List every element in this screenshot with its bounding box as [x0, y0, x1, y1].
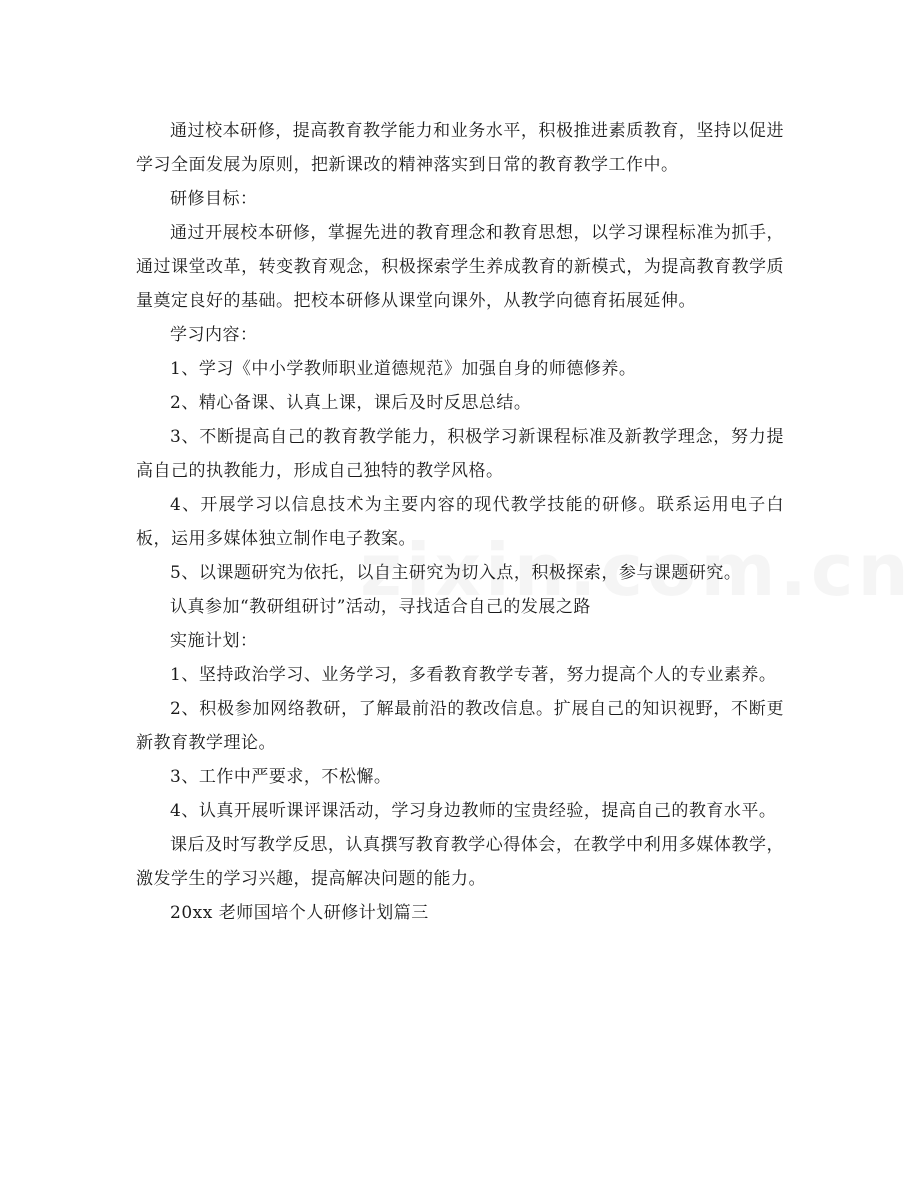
paragraph-research-goal: 通过开展校本研修，掌握先进的教育理念和教育思想，以学习课程标准为抓手，通过课堂改革，转变教育观念，积极探索学生养成教育的新模式，为提高教育教学质量奠定良好的基础。把校本研修从课堂向课外，从教学向德育拓展延伸。 [136, 223, 784, 311]
list-item-content-1: 1、学习《中小学教师职业道德规范》加强自身的师德修养。 [170, 359, 637, 379]
paragraph-seminar: 认真参加“教研组研讨”活动，寻找适合自己的发展之路 [170, 597, 591, 617]
list-item-plan-3: 3、工作中严要求，不松懈。 [170, 767, 392, 787]
list-item-content-3: 3、不断提高自己的教育教学能力，积极学习新课程标准及新教学理念，努力提高自己的执教能力，形成自己独特的教学风格。 [136, 427, 784, 481]
paragraph-reflection: 课后及时写教学反思，认真撰写教育教学心得体会，在教学中利用多媒体教学，激发学生的学习兴趣，提高解决问题的能力。 [136, 835, 784, 889]
list-item-content-4: 4、开展学习以信息技术为主要内容的现代教学技能的研修。联系运用电子白板，运用多媒体独立制作电子教案。 [136, 495, 784, 549]
heading-learning-content: 学习内容： [170, 325, 258, 345]
list-item-content-5: 5、以课题研究为依托，以自主研究为切入点，积极探索，参与课题研究。 [170, 563, 742, 583]
section-title-part-three: 20xx 老师国培个人研修计划篇三 [170, 903, 429, 923]
heading-implementation-plan: 实施计划： [170, 631, 258, 651]
list-item-plan-2: 2、积极参加网络教研，了解最前沿的教改信息。扩展自己的知识视野，不断更新教育教学理论。 [136, 699, 784, 753]
heading-research-goal: 研修目标： [170, 189, 258, 209]
list-item-content-2: 2、精心备课、认真上课，课后及时反思总结。 [170, 393, 532, 413]
document-body [136, 114, 784, 930]
paragraph-intro: 通过校本研修，提高教育教学能力和业务水平，积极推进素质教育，坚持以促进学习全面发展为原则，把新课改的精神落实到日常的教育教学工作中。 [136, 121, 784, 175]
list-item-plan-4: 4、认真开展听课评课活动，学习身边教师的宝贵经验，提高自己的教育水平。 [170, 801, 777, 821]
list-item-plan-1: 1、坚持政治学习、业务学习，多看教育教学专著，努力提高个人的专业素养。 [170, 665, 777, 685]
